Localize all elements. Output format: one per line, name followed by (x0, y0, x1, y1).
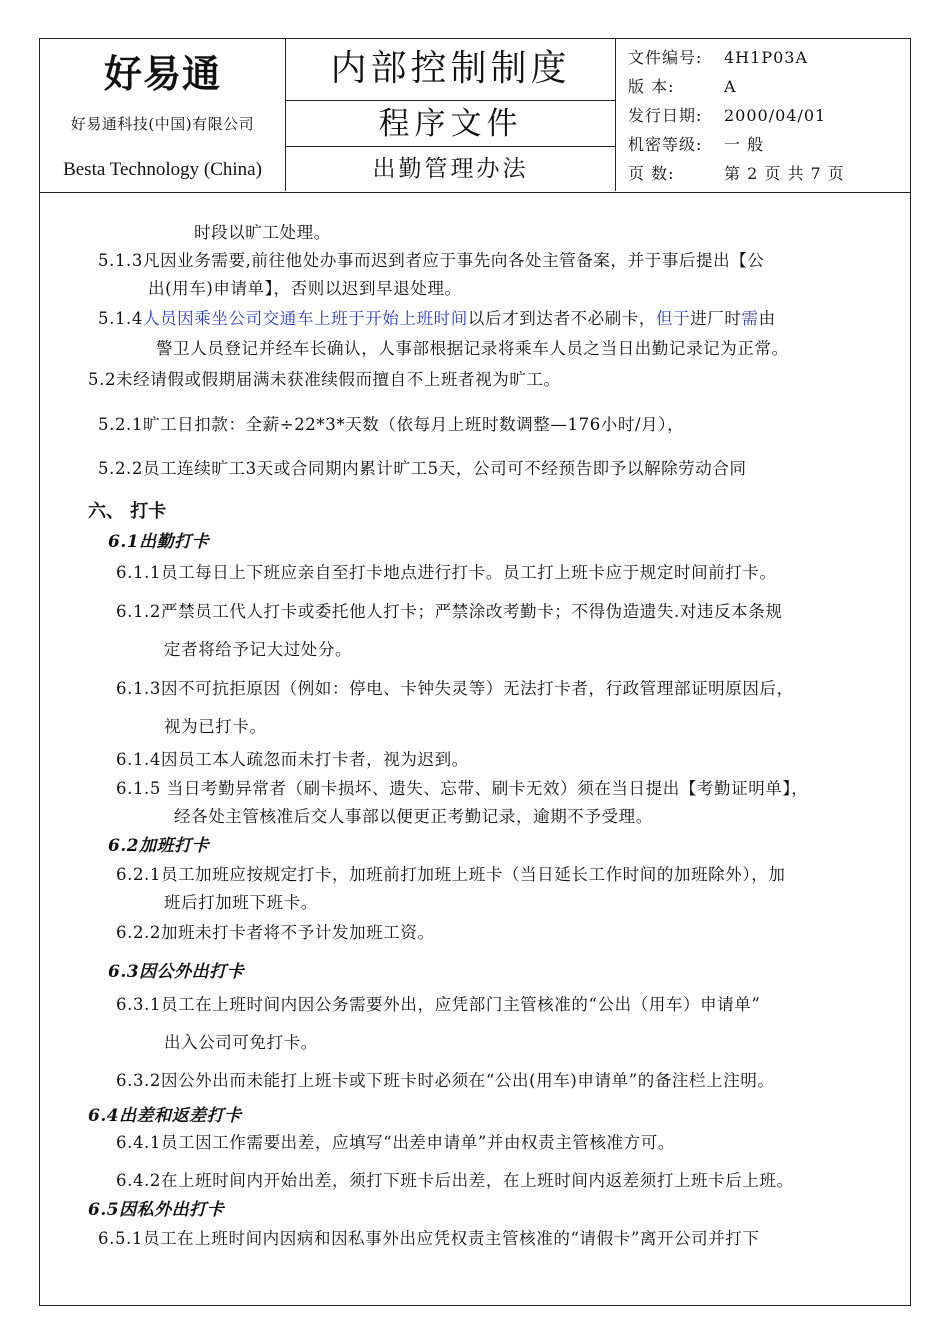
body-line: 6.1.4因员工本人疏忽而未打卡者，视为迟到。 (116, 750, 469, 769)
body-line: 6.4.2在上班时间内开始出差，须打下班卡后出差，在上班时间内返差须打上班卡后上班。 (116, 1171, 794, 1190)
body-line: 时段以旷工处理。 (194, 223, 331, 242)
body-line: 6.2.2加班未打卡者将不予计发加班工资。 (116, 923, 435, 942)
body-line: 警卫人员登记并经车长确认，人事部根据记录将乘车人员之当日出勤记录记为正常。 (156, 339, 789, 358)
company-name-en: Besta Technology (China) (63, 159, 262, 180)
meta-page-count: 页 数: 第 2 页 共 7 页 (628, 164, 845, 183)
body-line: 出(用车)申请单】，否则以迟到早退处理。 (148, 279, 462, 298)
meta-doc-number: 文件编号: 4H1P03A (628, 48, 808, 67)
meta-version: 版 本: A (628, 77, 737, 96)
body-line: 5.2.1旷工日扣款：全薪÷22*3*天数（依每月上班时数调整—176小时/月）， (98, 415, 685, 434)
document-type: 程序文件 (286, 101, 615, 147)
company-cell (40, 39, 286, 191)
section-heading: 六、 打卡 (88, 501, 167, 522)
body-line: 经各处主管核准后交人事部以便更正考勤记录，逾期不予受理。 (174, 807, 653, 826)
body-line: 5.2未经请假或假期届满未获准续假而擅自不上班者视为旷工。 (88, 370, 561, 389)
body-line: 出入公司可免打卡。 (164, 1033, 318, 1052)
body-line: 6.1.5 当日考勤异常者（刷卡损坏、遗失、忘带、刷卡无效）须在当日提出【考勤证明单】， (116, 779, 809, 798)
body-line: 班后打加班下班卡。 (164, 893, 318, 912)
company-name-cn: 好易通科技(中国)有限公司 (70, 115, 255, 133)
document-name: 出勤管理办法 (372, 156, 529, 182)
document-page (39, 38, 911, 1306)
title-cell (286, 39, 616, 191)
body-line: 6.3.2因公外出而未能打上班卡或下班卡时必须在“公出(用车)申请单”的备注栏上注明。 (116, 1071, 775, 1090)
body-line: 6.3.1员工在上班时间内因公务需要外出，应凭部门主管核准的“公出（用车）申请单” (116, 995, 761, 1014)
body-line: 视为已打卡。 (164, 717, 267, 736)
meta-issue-date: 发行日期: 2000/04/01 (628, 106, 827, 125)
meta-cell (616, 39, 910, 191)
body-line: 6.2.1员工加班应按规定打卡，加班前打加班上班卡（当日延长工作时间的加班除外），加 (116, 865, 786, 884)
body-line: 6.4.1员工因工作需要出差，应填写“出差申请单”并由权责主管核准方可。 (116, 1133, 675, 1152)
document-title: 内部控制制度 (286, 39, 615, 101)
meta-confidentiality: 机密等级: 一 般 (628, 135, 765, 154)
body-line: 6.1.2严禁员工代人打卡或委托他人打卡；严禁涂改考勤卡；不得伪造遗失.对违反本条规 (116, 602, 783, 621)
subsection-heading: 6.1出勤打卡 (108, 532, 210, 552)
document-header (40, 39, 910, 193)
subsection-heading: 6.3因公外出打卡 (108, 962, 245, 982)
body-line: 5.2.2员工连续旷工3天或合同期内累计旷工5天，公司可不经预告即予以解除劳动合同 (98, 459, 747, 478)
subsection-heading: 6.4出差和返差打卡 (88, 1106, 242, 1126)
body-line: 6.1.1员工每日上下班应亲自至打卡地点进行打卡。员工打上班卡应于规定时间前打卡。 (116, 563, 777, 582)
body-line: 6.5.1员工在上班时间内因病和因私事外出应凭权责主管核准的“请假卡”离开公司并打下 (98, 1229, 760, 1248)
subsection-heading: 6.5因私外出打卡 (88, 1200, 225, 1220)
body-line: 5.1.4人员因乘坐公司交通车上班于开始上班时间以后才到达者不必刷卡，但于进厂时需由 (98, 309, 776, 328)
body-line: 定者将给予记大过处分。 (164, 640, 353, 659)
body-line: 6.1.3因不可抗拒原因（例如：停电、卡钟失灵等）无法打卡者，行政管理部证明原因后， (116, 679, 794, 698)
body-line: 5.1.3凡因业务需要,前往他处办事而迟到者应于事先向各处主管备案，并于事后提出【公 (98, 251, 765, 270)
company-logo: 好易通 (103, 52, 221, 96)
subsection-heading: 6.2加班打卡 (108, 836, 210, 856)
